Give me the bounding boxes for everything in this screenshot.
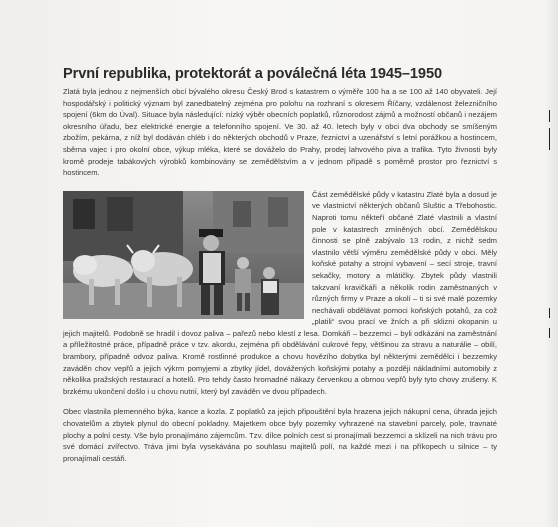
paragraph-intro: Zlatá byla jednou z nejmenších obcí bývalého okresu Český Brod s katastrem o výměře 100 ha a se 100 až 140 obyvateli. Její hospodářský i politický význam byl zanedbatelný zejména pro polohu na rozhraní s okresem Říčany, vzdálenost železničního spojení (6km do Úval). Situace byla následující: nízký výběr obecních poplatků, různorodost zájmů a možností občanů i nezájem okresního úřadu, bez elektrické energie a telefonního spojení. Ve 30. až 40. letech byly v obci dva obchody se smíšeným zbožím, pekárna, z níž byl dodáván chléb i do některých obchodů v Praze, řeznictví a uzenářství s letní porážkou a hostincem, sběrna vajec i pro okolní obce, výkup mléka, které se dováželo do Prahy, prodej lahvového piva a trafika. Tyto živnosti byly kromě prodeje tabákových výrobků kombinovány se zemědělstvím a v jednom případě s poměrně prostor pro řeznictví s hostincem. — [63, 87, 497, 178]
community-property-block — [63, 406, 497, 464]
article — [63, 66, 497, 464]
paragraph-agriculture: Část zemědělské půdy v katastru Zlaté byla a dosud je ve vlastnictví některých občanů Sluštic a Třebohostic. Naproti tomu někteří občané Zlaté vlastnili a vlastní pole v katastrech zmíněných obcí. Zemědělskou činnosti se plně zabývalo 13 rodin, z nichž sedm vlastnilo větší výměru zemědělské půdy v obci. Měly koňské potahy a strojní vybavení – secí stroje, travní sekačky, motory a mlátičky. Zbytek půdy vlastnili takzvaní kravičkáři a několik rodin zaměstnaných v různých firmy v Praze a okolí – ti si své malé pozemky nechávali obdělávat pomoci koňských potahů, za což „platili“ svou prací ve žních a při sklizni okopanin u jejich majitelů. Podobně se hradil i dovoz paliva – pařezů nebo klestí z lesa. Domkáři – bezzemci – byli odkázáni na zaměstnání a příležitostné práce, případně práce v tzv. akordu, zejména při obdělávání cukrové řepy, většinou za stravu a naturálie – obilí, brambory, případně odvoz paliva. Kromě rostlinné produkce a chovu hovězího dobytka byl některými zemědělci i bezzemky zaváděn chov vepřů a jejich výkrm pomyjemi a zbytky jídel, dovážených koňskými potahy a později nákladními automobily z několika pražských restaurací a hotelů. Pro tehdy často hromadné nákazy červenkou a obrnou vepřů byly tyto chovy zrušeny. K brzkému ukončení došlo i u chovu nutrií, který byl zaváděn ve dvou případech. — [63, 189, 497, 396]
margin-mark — [549, 110, 550, 122]
margin-mark — [549, 128, 550, 150]
photo-illustration — [63, 191, 304, 319]
margin-mark — [549, 328, 550, 338]
paragraph-community-property: Obec vlastnila plemenného býka, kance a kozla. Z poplatků za jejich připouštění byla hrazena jejich nákupní cena, úhrada jejich chovatelům a zbytek plynul do obecní pokladny. Majetkem obce byly pozemky vyhrazené na stavební parcely, pole, travnaté plochy a polní cesty. Vše bylo pronajímáno zájemcům. Tzv. dílce polních cest si pronajímali bezzemci a sklízeli na nich trávu pro své domácí zvířectvo. Tráva jimi byla vysekávána po souhlasu majitelů polí, na každé mezi i na příkopech u silnice – ty pronajímali cestáři. — [63, 407, 497, 463]
page-margin-marks — [542, 0, 552, 527]
photo-text-block — [63, 189, 497, 398]
article-heading: První republika, protektorát a poválečná léta 1945–1950 — [63, 66, 442, 82]
historical-photo — [63, 191, 304, 319]
margin-mark — [549, 308, 550, 318]
